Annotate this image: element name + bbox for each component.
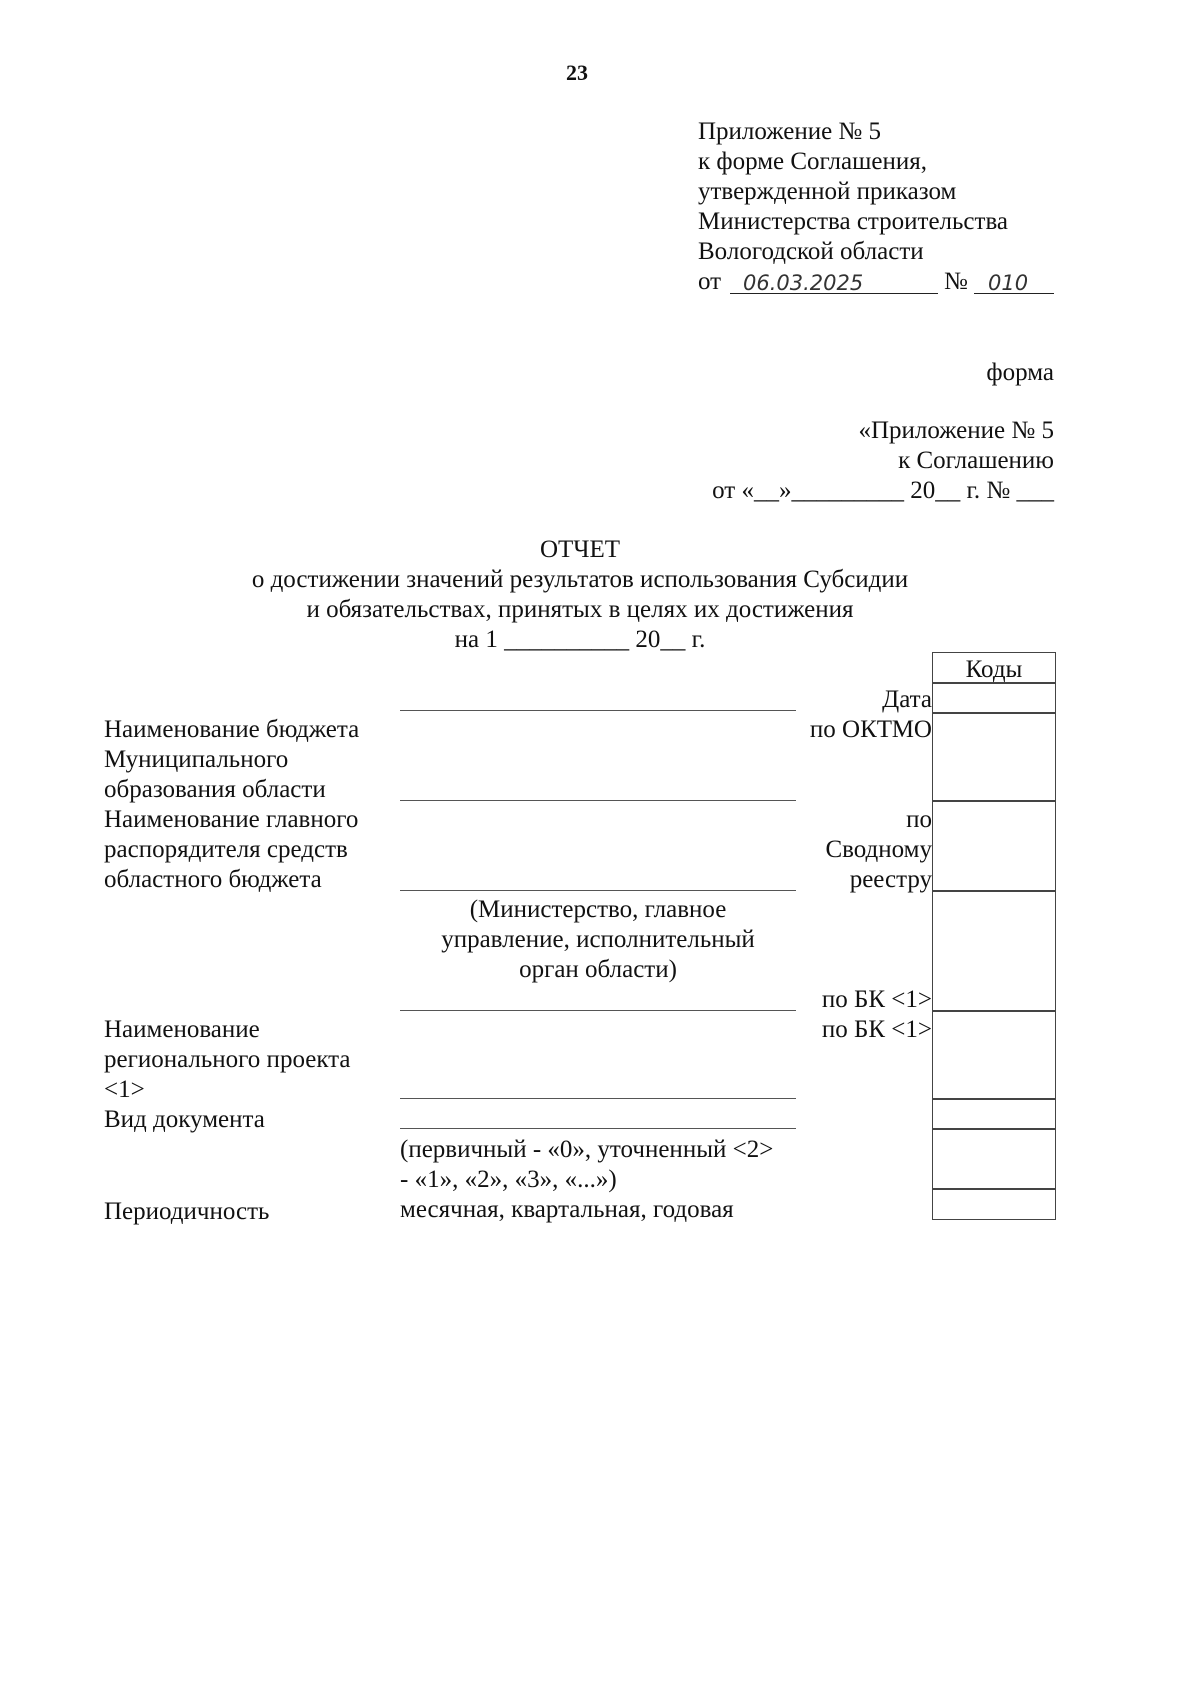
label-budget-name: Наименование бюджета	[104, 716, 360, 743]
label-bk: по БК <1>	[821, 1016, 932, 1043]
number-sign: №	[944, 268, 968, 295]
code-cell-doc-type	[932, 1098, 1056, 1130]
fill-line-date	[400, 710, 796, 711]
label-main-manager: Наименование главного	[104, 806, 359, 833]
code-cell-oktmo	[932, 712, 1056, 802]
fill-line-budget-name	[400, 800, 796, 801]
label-main-manager: распорядителя средств	[104, 836, 348, 863]
code-cell-registry	[932, 800, 1056, 892]
date-prefix: от	[698, 268, 722, 295]
label-date: Дата	[882, 686, 932, 713]
code-cell-date	[932, 682, 1056, 714]
label-regional-project: регионального проекта	[104, 1046, 351, 1073]
label-regional-project: Наименование	[104, 1016, 260, 1043]
agreement-ref-line: к Соглашению	[898, 447, 1054, 474]
agreement-ref-line: от «__»_________ 20__ г. № ___	[712, 477, 1054, 504]
doc-type-hint: - «1», «2», «3», «...»)	[400, 1166, 617, 1193]
label-doc-type: Вид документа	[104, 1106, 265, 1133]
form-label: форма	[986, 359, 1054, 386]
label-oktmo: по ОКТМО	[809, 716, 932, 743]
code-cell-doc-type-extra	[932, 1128, 1056, 1190]
page-number: 23	[566, 60, 588, 85]
fill-line-regional-project	[400, 1098, 796, 1099]
label-budget-name: Муниципального	[104, 746, 289, 773]
periodicity-value: месячная, квартальная, годовая	[400, 1196, 734, 1223]
label-registry: по	[906, 806, 932, 833]
doc-type-hint: (первичный - «0», уточненный <2>	[400, 1136, 774, 1163]
appendix-line: Приложение № 5	[698, 118, 882, 145]
appendix-line: утвержденной приказом	[698, 178, 957, 205]
appendix-line: Вологодской области	[698, 238, 924, 265]
report-date-line: на 1 __________ 20__ г.	[454, 626, 706, 653]
code-cell-bk-1	[932, 890, 1056, 1012]
label-budget-name: образования области	[104, 776, 326, 803]
label-registry: Сводному	[825, 836, 932, 863]
fill-line-bk	[400, 1010, 796, 1011]
manager-hint: орган области)	[519, 956, 677, 983]
codes-header: Коды	[965, 656, 1023, 683]
code-cell-bk-2	[932, 1010, 1056, 1100]
label-registry: реестру	[849, 866, 932, 893]
fill-line-doc-type	[400, 1128, 796, 1129]
report-heading: ОТЧЕТ	[539, 536, 621, 563]
fill-line-main-manager	[400, 890, 796, 891]
handwritten-date: 06.03.2025	[743, 271, 864, 295]
manager-hint: (Министерство, главное	[469, 896, 727, 923]
agreement-ref-line: «Приложение № 5	[858, 417, 1054, 444]
manager-hint: управление, исполнительный	[441, 926, 755, 953]
handwritten-number: 010	[988, 271, 1029, 295]
label-bk: по БК <1>	[821, 986, 932, 1013]
appendix-line: Министерства строительства	[698, 208, 1009, 235]
label-main-manager: областного бюджета	[104, 866, 322, 893]
appendix-line: к форме Соглашения,	[698, 148, 927, 175]
code-cell-periodicity	[932, 1188, 1056, 1220]
report-title-line: о достижении значений результатов использования Субсидии	[251, 566, 909, 593]
label-regional-project: <1>	[104, 1076, 145, 1103]
label-periodicity: Периодичность	[104, 1198, 270, 1225]
report-title-line: и обязательствах, принятых в целях их достижения	[306, 596, 854, 623]
